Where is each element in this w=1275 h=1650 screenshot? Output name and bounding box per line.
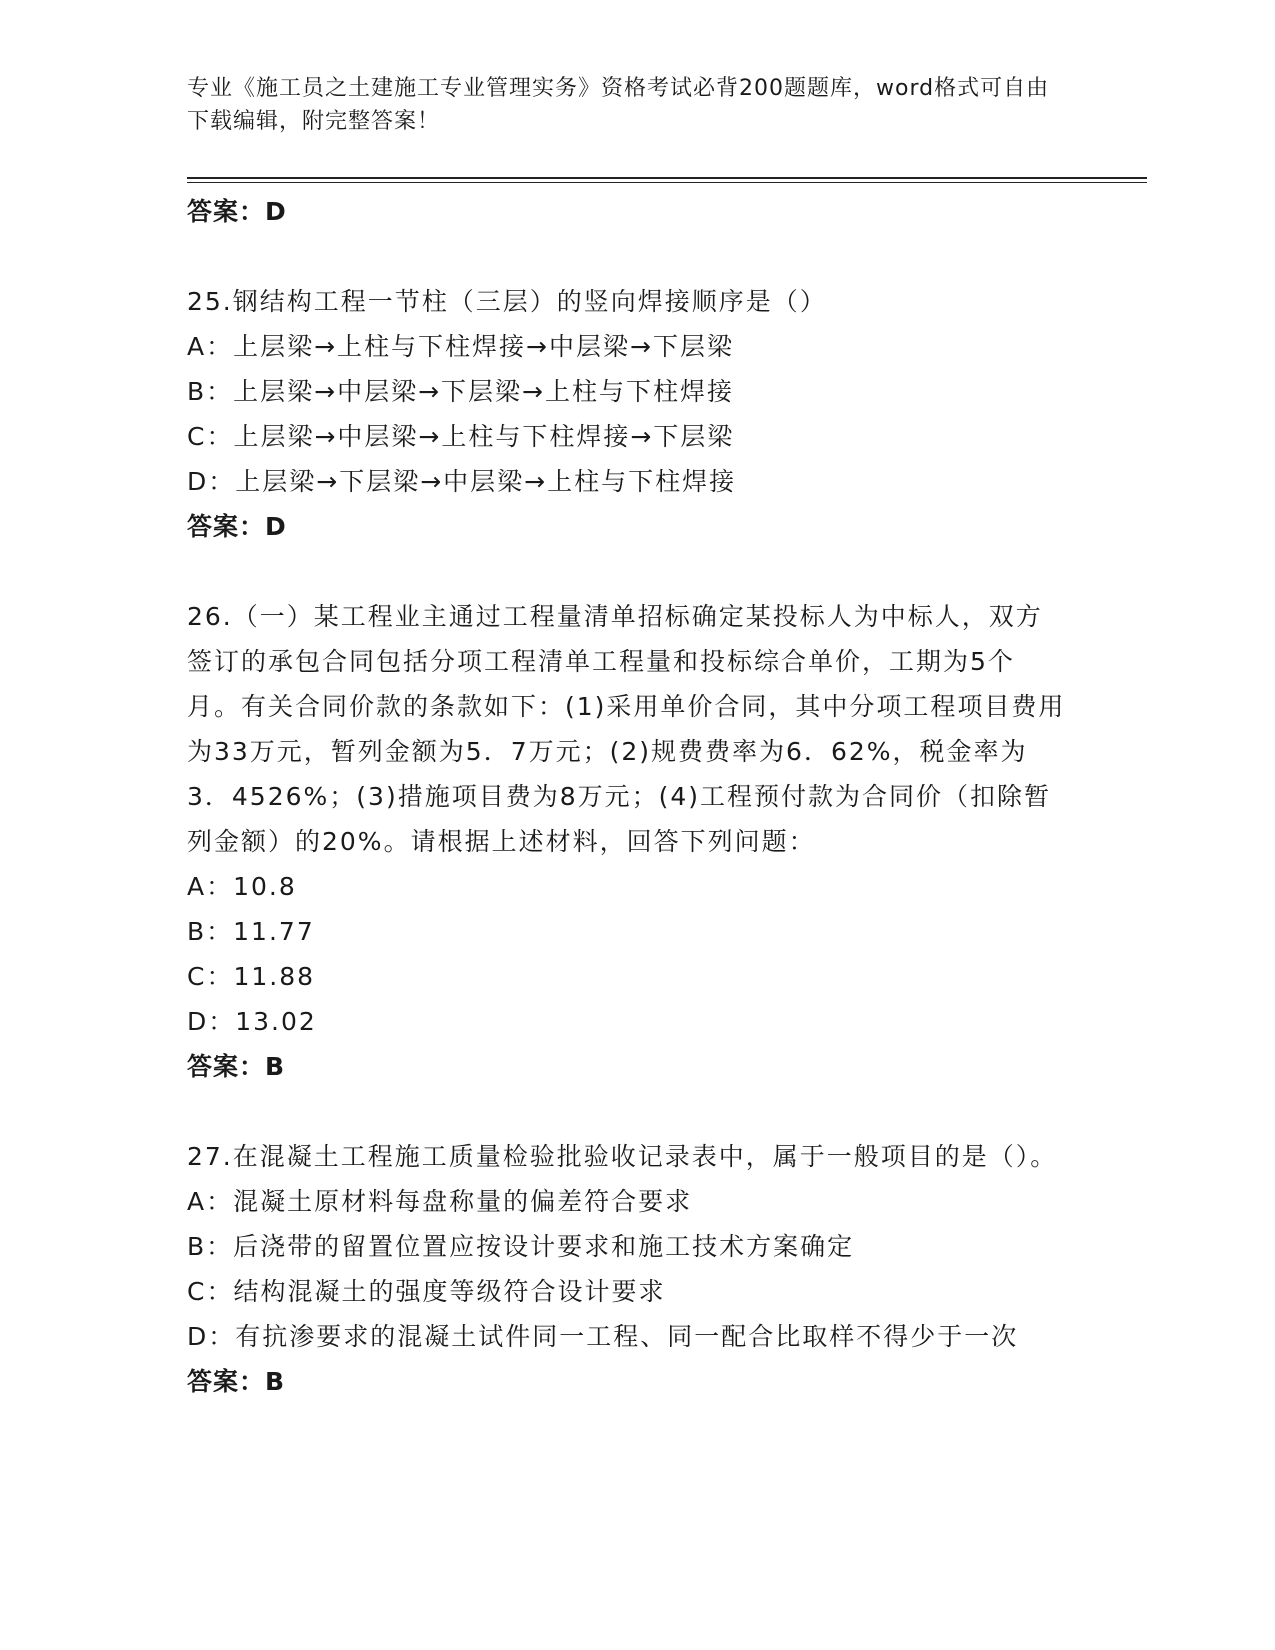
option-d: D：有抗渗要求的混凝土试件同一工程、同一配合比取样不得少于一次 <box>187 1322 1019 1351</box>
header-divider-thick <box>187 177 1147 179</box>
answer-line: 答案：B <box>187 1052 286 1081</box>
header-divider-thin <box>187 182 1147 183</box>
option-c: C：11.88 <box>187 962 316 991</box>
answer-line: 答案：B <box>187 1367 286 1396</box>
option-c: C：上层梁→中层梁→上柱与下柱焊接→下层梁 <box>187 422 735 451</box>
question-27 <box>187 1134 1067 1404</box>
option-a: A：混凝土原材料每盘称量的偏差符合要求 <box>187 1187 693 1216</box>
question-stem: 25.钢结构工程一节柱（三层）的竖向焊接顺序是（） <box>187 287 827 316</box>
document-body <box>187 189 1067 1404</box>
option-b: B：11.77 <box>187 917 315 946</box>
question-stem: 27.在混凝土工程施工质量检验批验收记录表中，属于一般项目的是（）。 <box>187 1142 1058 1171</box>
option-b: B：后浇带的留置位置应按设计要求和施工技术方案确定 <box>187 1232 855 1261</box>
option-c: C：结构混凝土的强度等级符合设计要求 <box>187 1277 666 1306</box>
option-a: A：10.8 <box>187 872 297 901</box>
answer-line: 答案：D <box>187 512 287 541</box>
spacer <box>187 1089 1067 1134</box>
question-25 <box>187 279 1067 549</box>
option-d: D：13.02 <box>187 1007 317 1036</box>
header-title: 专业《施工员之土建施工专业管理实务》资格考试必背200题题库，word格式可自由下载编辑，附完整答案！ <box>187 76 1050 134</box>
question-stem: 26.（一）某工程业主通过工程量清单招标确定某投标人为中标人，双方签订的承包合同包括分项工程清单工程量和投标综合单价，工期为5个月。有关合同价款的条款如下：(1)采用单价合同，其中分项工程项目费用为33万元，暂列金额为5．7万元；(2)规费费率为6．62%，税金率为3．4526%；(3)措施项目费为8万元；(4)工程预付款为合同价（扣除暂列金额）的20%。请根据上述材料，回答下列问题： <box>187 602 1066 856</box>
page-header <box>187 72 1067 138</box>
option-b: B：上层梁→中层梁→下层梁→上柱与下柱焊接 <box>187 377 734 406</box>
option-a: A：上层梁→上柱与下柱焊接→中层梁→下层梁 <box>187 332 734 361</box>
question-26 <box>187 594 1067 1089</box>
spacer <box>187 549 1067 594</box>
spacer <box>187 234 1067 279</box>
option-d: D：上层梁→下层梁→中层梁→上柱与下柱焊接 <box>187 467 737 496</box>
answer-line: 答案：D <box>187 197 287 226</box>
